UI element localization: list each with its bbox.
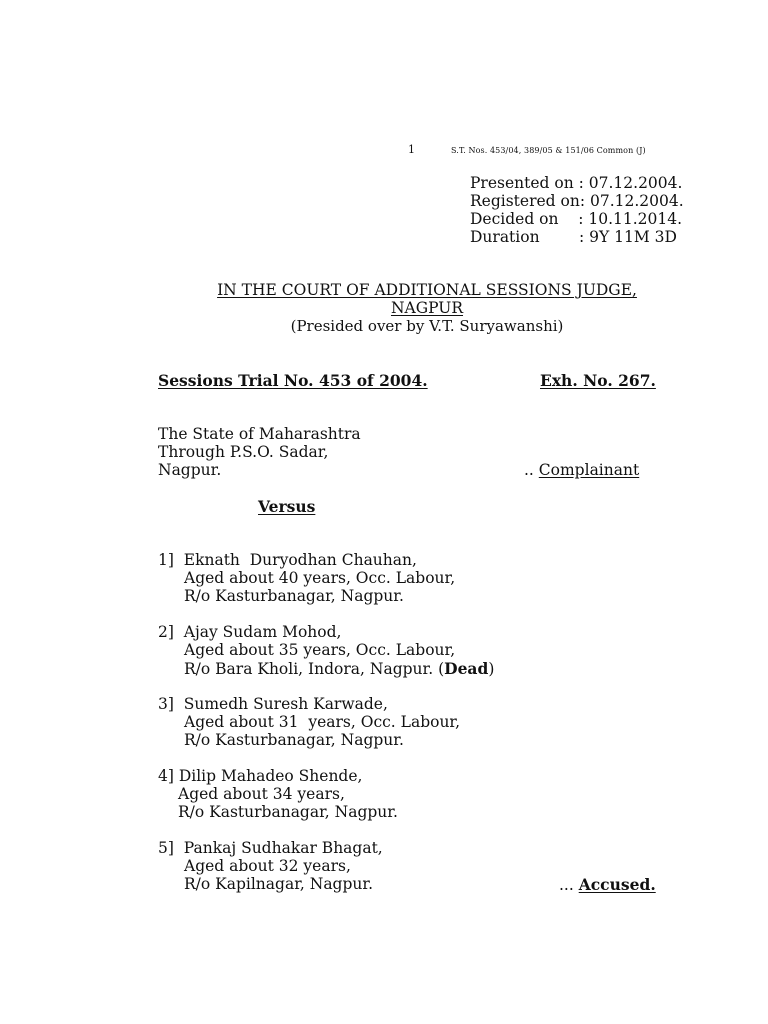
accused-status-dead: Dead	[444, 659, 489, 678]
accused-age: Aged about 34 years,	[178, 785, 345, 803]
complainant-line: Nagpur.	[158, 461, 222, 479]
complainant-role: Complainant	[538, 461, 640, 479]
complainant-label	[524, 461, 639, 479]
complainant-prefix: ..	[524, 461, 534, 479]
accused-prefix: ...	[559, 876, 574, 894]
sessions-trial-number: Sessions Trial No. 453 of 2004.	[158, 371, 428, 390]
page-number: 1	[408, 143, 415, 156]
accused-name: 5] Pankaj Sudhakar Bhagat,	[158, 839, 383, 857]
accused-name: 3] Sumedh Suresh Karwade,	[158, 695, 388, 713]
presented-date: Presented on : 07.12.2004.	[470, 174, 683, 192]
case-reference: S.T. Nos. 453/04, 389/05 & 151/06 Common (J)	[451, 146, 646, 155]
accused-age: Aged about 35 years, Occ. Labour,	[184, 641, 456, 659]
complainant-line: Through P.S.O. Sadar,	[158, 443, 329, 461]
accused-label	[559, 875, 656, 894]
accused-role: Accused.	[578, 875, 656, 894]
duration: Duration : 9Y 11M 3D	[470, 228, 677, 246]
accused-address-text: R/o Bara Kholi, Indora, Nagpur. (	[184, 660, 445, 678]
versus-heading: Versus	[258, 497, 316, 516]
accused-age: Aged about 40 years, Occ. Labour,	[184, 569, 456, 587]
accused-status-close: )	[488, 660, 495, 678]
accused-address: R/o Kasturbanagar, Nagpur.	[184, 731, 404, 749]
accused-age: Aged about 32 years,	[184, 857, 351, 875]
accused-address: R/o Kasturbanagar, Nagpur.	[178, 803, 398, 821]
accused-address: R/o Kasturbanagar, Nagpur.	[184, 587, 404, 605]
court-title: IN THE COURT OF ADDITIONAL SESSIONS JUDGE,	[217, 281, 637, 299]
exhibit-number: Exh. No. 267.	[540, 371, 656, 390]
accused-address	[184, 659, 494, 678]
court-city: NAGPUR	[390, 299, 464, 317]
presided-over: (Presided over by V.T. Suryawanshi)	[290, 317, 564, 335]
accused-age: Aged about 31 years, Occ. Labour,	[184, 713, 461, 731]
complainant-line: The State of Maharashtra	[158, 425, 361, 443]
accused-name: 1] Eknath Duryodhan Chauhan,	[158, 551, 417, 569]
accused-address: R/o Kapilnagar, Nagpur.	[184, 875, 374, 893]
accused-name: 4] Dilip Mahadeo Shende,	[158, 767, 363, 785]
decided-date: Decided on : 10.11.2014.	[470, 210, 683, 228]
registered-date: Registered on: 07.12.2004.	[470, 192, 684, 210]
accused-name: 2] Ajay Sudam Mohod,	[158, 623, 342, 641]
